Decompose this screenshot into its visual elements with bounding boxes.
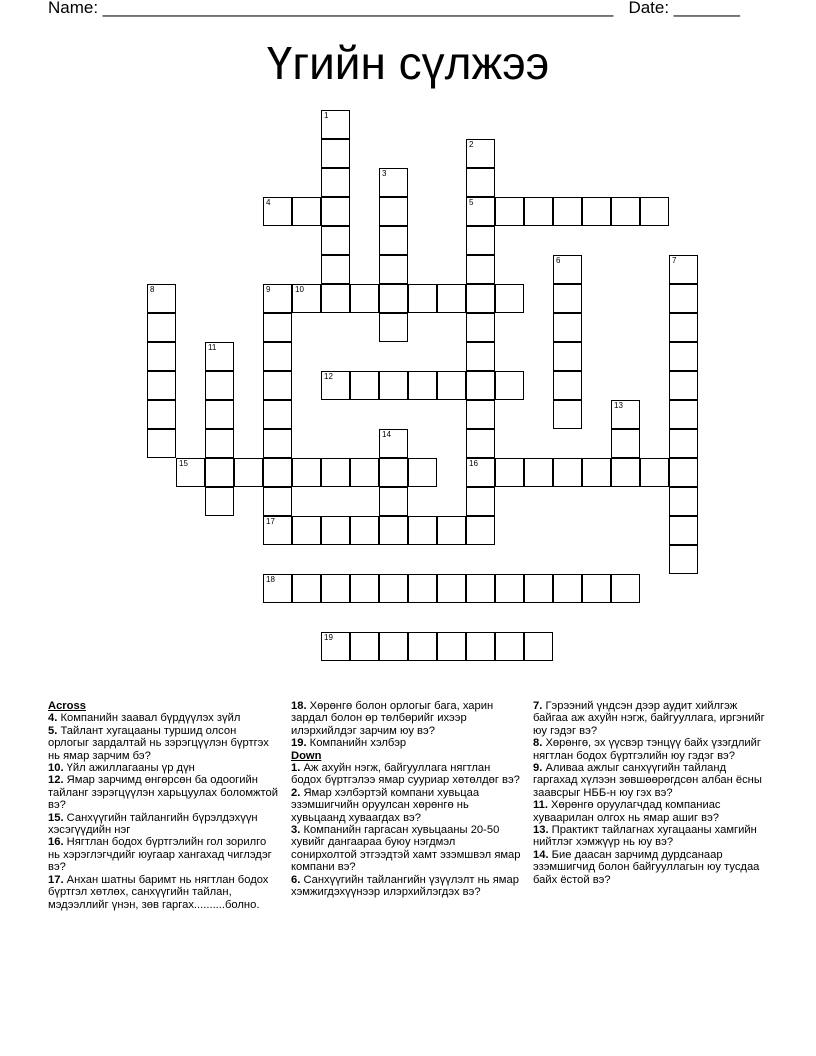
across-clues-list: [48, 712, 278, 911]
clue-number: 6: [556, 256, 561, 265]
clue-item: [291, 787, 523, 824]
clue-item-number: 8.: [533, 737, 546, 750]
grid-cell[interactable]: [553, 284, 582, 313]
across-heading: Across: [48, 700, 86, 712]
clues-column-3: [533, 700, 773, 886]
grid-cell[interactable]: [408, 371, 437, 400]
clue-number: 4: [266, 198, 271, 207]
grid-cell[interactable]: [553, 342, 582, 371]
clue-item-number: 6.: [291, 873, 304, 886]
grid-cell[interactable]: [437, 516, 466, 545]
clue-item: [533, 849, 773, 886]
grid-cell[interactable]: [553, 574, 582, 603]
grid-cell[interactable]: [466, 168, 495, 197]
grid-cell[interactable]: [466, 226, 495, 255]
grid-cell[interactable]: [263, 313, 292, 342]
clue-number: 13: [614, 401, 623, 410]
grid-cell[interactable]: [321, 284, 350, 313]
grid-cell[interactable]: [147, 342, 176, 371]
clues-column-2: [291, 700, 523, 899]
grid-cell[interactable]: [524, 458, 553, 487]
grid-cell[interactable]: [495, 458, 524, 487]
grid-cell[interactable]: [147, 371, 176, 400]
grid-cell[interactable]: [669, 400, 698, 429]
clue-item-number: 9.: [533, 762, 546, 775]
grid-cell[interactable]: [205, 487, 234, 516]
clue-item-number: 13.: [533, 824, 552, 837]
clue-item: [291, 874, 523, 899]
grid-cell[interactable]: [640, 458, 669, 487]
clue-item: [533, 762, 773, 799]
grid-cell[interactable]: [205, 458, 234, 487]
clue-item-text: Аж ахуйн нэгж, байгууллага нягтлан бодох бүртгэлээ ямар сууриар хөтөлдөг вэ?: [291, 762, 520, 787]
grid-cell[interactable]: [669, 458, 698, 487]
grid-cell[interactable]: [524, 197, 553, 226]
grid-cell[interactable]: [263, 284, 292, 313]
clue-number: 16: [469, 459, 478, 468]
grid-cell[interactable]: [321, 371, 350, 400]
grid-cell[interactable]: [669, 342, 698, 371]
grid-cell[interactable]: [321, 197, 350, 226]
grid-cell[interactable]: [321, 516, 350, 545]
grid-cell[interactable]: [205, 400, 234, 429]
grid-cell[interactable]: [553, 313, 582, 342]
grid-cell[interactable]: [408, 574, 437, 603]
grid-cell[interactable]: [147, 400, 176, 429]
clue-number: 2: [469, 140, 474, 149]
grid-cell[interactable]: [379, 226, 408, 255]
name-field[interactable]: Name: ______________________________________________________: [48, 0, 614, 17]
grid-cell[interactable]: [292, 197, 321, 226]
grid-cell[interactable]: [437, 284, 466, 313]
grid-cell[interactable]: [669, 313, 698, 342]
clue-item-number: 7.: [533, 700, 546, 712]
grid-cell[interactable]: [553, 255, 582, 284]
grid-cell[interactable]: [582, 197, 611, 226]
grid-cell[interactable]: [553, 197, 582, 226]
grid-cell[interactable]: [437, 632, 466, 661]
grid-cell[interactable]: [321, 226, 350, 255]
grid-cell[interactable]: [292, 516, 321, 545]
clue-item-text: Ямар зарчимд өнгөрсөн ба одоогийн тайланг зэрэгцүүлэн харьцуулах боломжтой вэ?: [48, 774, 278, 812]
clue-item-number: 5.: [48, 724, 61, 737]
grid-cell[interactable]: [263, 574, 292, 603]
clue-item: [291, 762, 523, 787]
clue-item-text: Практикт тайлагнах хугацааны хамгийн нийтлэг хэмжүүр нь юу вэ?: [533, 824, 757, 849]
clue-item-number: 12.: [48, 774, 67, 787]
grid-cell[interactable]: [495, 284, 524, 313]
grid-cell[interactable]: [611, 197, 640, 226]
clue-item-text: Компанийн гаргасан хувьцааны 20-50 хувийг дангаараа буюу нэгдмэл сонирхолтой этгээдтэй хамт эзэмшвэл ямар компани вэ?: [291, 824, 521, 874]
grid-cell[interactable]: [379, 429, 408, 458]
grid-cell[interactable]: [292, 458, 321, 487]
grid-cell[interactable]: [321, 458, 350, 487]
clue-number: 10: [295, 285, 304, 294]
clues-column-1: [48, 700, 278, 911]
date-field[interactable]: Date: _______: [628, 0, 740, 17]
clue-item-text: Хөрөнгө болон орлогыг бага, харин зардал болон өр төлбөрийг ихээр илэрхийлдэг зарчим юу вэ?: [291, 700, 494, 737]
grid-cell[interactable]: [147, 284, 176, 313]
down-clues-list-continued: [533, 700, 773, 886]
grid-cell[interactable]: [466, 400, 495, 429]
clue-item: [48, 836, 278, 873]
grid-cell[interactable]: [669, 487, 698, 516]
grid-cell[interactable]: [379, 371, 408, 400]
clue-item-text: Санхүүгийн тайлангийн бүрэлдэхүүн хэсэгүүдийн нэг: [48, 811, 258, 837]
clue-item: [48, 874, 278, 911]
grid-cell[interactable]: [321, 255, 350, 284]
clue-item-text: Ямар хэлбэртэй компани хувьцаа эзэмшигчийн оруулсан хөрөнгө нь хувьцаанд хуваагдах вэ?: [291, 786, 480, 824]
grid-cell[interactable]: [321, 574, 350, 603]
grid-cell[interactable]: [669, 255, 698, 284]
grid-cell[interactable]: [466, 458, 495, 487]
grid-cell[interactable]: [466, 429, 495, 458]
clue-item-text: Санхүүгийн тайлангийн үзүүлэлт нь ямар хэмжигдэхүүнээр илэрхийлэгдэх вэ?: [291, 873, 519, 899]
clue-item-number: 4.: [48, 712, 61, 725]
grid-cell[interactable]: [321, 110, 350, 139]
grid-cell[interactable]: [379, 487, 408, 516]
grid-cell[interactable]: [408, 632, 437, 661]
grid-cell[interactable]: [466, 197, 495, 226]
grid-cell[interactable]: [379, 458, 408, 487]
clue-item-number: 3.: [291, 824, 304, 837]
clue-item-number: 18.: [291, 700, 310, 712]
clue-item-number: 16.: [48, 836, 67, 849]
grid-cell[interactable]: [669, 371, 698, 400]
grid-cell[interactable]: [466, 632, 495, 661]
grid-cell[interactable]: [495, 197, 524, 226]
grid-cell[interactable]: [669, 516, 698, 545]
clue-number: 9: [266, 285, 271, 294]
clue-item: [48, 812, 278, 837]
clue-item: [48, 762, 278, 774]
clue-number: 12: [324, 372, 333, 381]
clue-number: 8: [150, 285, 155, 294]
grid-cell[interactable]: [466, 516, 495, 545]
clue-item: [533, 799, 773, 824]
clue-number: 19: [324, 633, 333, 642]
grid-cell[interactable]: [234, 458, 263, 487]
grid-cell[interactable]: [611, 400, 640, 429]
clue-item: [291, 824, 523, 874]
down-heading: Down: [291, 749, 322, 762]
clue-item-text: Нягтлан бодох бүртгэлийн гол зорилго нь хэрэглэгчдийг юугаар хангахад чиглэдэг вэ?: [48, 836, 272, 874]
grid-cell[interactable]: [582, 574, 611, 603]
grid-cell[interactable]: [263, 516, 292, 545]
grid-cell[interactable]: [408, 458, 437, 487]
grid-cell[interactable]: [350, 458, 379, 487]
grid-cell[interactable]: [553, 458, 582, 487]
grid-cell[interactable]: [263, 197, 292, 226]
clue-item-text: Компанийн заавал бүрдүүлэх зүйл: [60, 712, 241, 725]
grid-cell[interactable]: [379, 516, 408, 545]
clue-item-number: 14.: [533, 848, 552, 861]
clue-item: [291, 700, 523, 737]
grid-cell[interactable]: [582, 458, 611, 487]
grid-cell[interactable]: [147, 429, 176, 458]
clue-item-text: Бие даасан зарчимд дурдсанаар эзэмшигчид болон байгууллагын юу тусдаа байх ёстой вэ?: [533, 848, 760, 886]
grid-cell[interactable]: [495, 632, 524, 661]
grid-cell[interactable]: [466, 371, 495, 400]
clue-item: [48, 712, 278, 724]
clue-item-text: Хөрөнгө, эх үүсвэр тэнцүү байх үзэгдлийг нягтлан бодох бүртгэлийн юу гэдэг вэ?: [533, 737, 762, 762]
clue-item-text: Гэрээний үндсэн дээр аудит хийлгэж байгаа аж ахуйн нэгж, байгууллага, иргэнийг юу гэдэг вэ?: [533, 700, 765, 737]
grid-cell[interactable]: [611, 458, 640, 487]
clue-item: [291, 737, 523, 749]
grid-cell[interactable]: [379, 168, 408, 197]
grid-cell[interactable]: [321, 139, 350, 168]
grid-cell[interactable]: [611, 429, 640, 458]
grid-cell[interactable]: [466, 487, 495, 516]
clue-item-number: 2.: [291, 786, 304, 799]
clue-item-text: Хөрөнгө оруулагчдад компаниас хуваарилан олгох нь ямар ашиг вэ?: [533, 799, 721, 824]
grid-cell[interactable]: [553, 371, 582, 400]
grid-cell[interactable]: [263, 429, 292, 458]
clue-number: 3: [382, 169, 387, 178]
clue-number: 11: [208, 343, 217, 352]
grid-cell[interactable]: [669, 284, 698, 313]
grid-cell[interactable]: [205, 429, 234, 458]
grid-cell[interactable]: [408, 516, 437, 545]
page-title: Үгийн сүлжээ: [266, 37, 550, 89]
grid-cell[interactable]: [379, 574, 408, 603]
grid-cell[interactable]: [640, 197, 669, 226]
clue-item: [533, 737, 773, 762]
grid-cell[interactable]: [292, 574, 321, 603]
grid-cell[interactable]: [553, 400, 582, 429]
grid-cell[interactable]: [263, 342, 292, 371]
grid-cell[interactable]: [669, 429, 698, 458]
clue-item: [48, 725, 278, 762]
grid-cell[interactable]: [495, 574, 524, 603]
clue-number: 14: [382, 430, 391, 439]
clue-item: [533, 700, 773, 737]
clue-item-text: Анхан шатны баримт нь нягтлан бодох бүртгэл хөтлөх, санхүүгийн тайлан, мэдээллийг үнэн, зөв гаргах..........болно.: [48, 873, 269, 911]
grid-cell[interactable]: [524, 632, 553, 661]
clue-item-number: 1.: [291, 762, 304, 775]
clue-item-number: 10.: [48, 762, 67, 775]
grid-cell[interactable]: [379, 197, 408, 226]
clue-number: 17: [266, 517, 275, 526]
grid-cell[interactable]: [466, 342, 495, 371]
clue-item-number: 11.: [533, 799, 552, 812]
grid-cell[interactable]: [379, 284, 408, 313]
grid-cell[interactable]: [466, 255, 495, 284]
grid-cell[interactable]: [437, 371, 466, 400]
grid-cell[interactable]: [466, 284, 495, 313]
clue-item: [48, 774, 278, 811]
grid-cell[interactable]: [466, 139, 495, 168]
grid-cell[interactable]: [205, 342, 234, 371]
clue-item: [533, 824, 773, 849]
grid-cell[interactable]: [263, 487, 292, 516]
grid-cell[interactable]: [466, 313, 495, 342]
clue-number: 1: [324, 111, 329, 120]
clue-number: 15: [179, 459, 188, 468]
grid-cell[interactable]: [292, 284, 321, 313]
grid-cell[interactable]: [350, 371, 379, 400]
grid-cell[interactable]: [321, 168, 350, 197]
across-clues-list-continued: [291, 700, 523, 750]
grid-cell[interactable]: [669, 545, 698, 574]
clue-number: 18: [266, 575, 275, 584]
grid-cell[interactable]: [350, 284, 379, 313]
grid-cell[interactable]: [524, 574, 553, 603]
grid-cell[interactable]: [379, 255, 408, 284]
grid-cell[interactable]: [495, 371, 524, 400]
grid-cell[interactable]: [263, 458, 292, 487]
grid-cell[interactable]: [263, 371, 292, 400]
grid-cell[interactable]: [379, 632, 408, 661]
clue-item-number: 19.: [291, 737, 310, 750]
grid-cell[interactable]: [350, 632, 379, 661]
clue-item-text: Үйл ажиллагааны үр дүн: [66, 762, 195, 775]
clue-item-text: Тайлант хугацааны туршид олсон орлогыг зардалтай нь зэрэгцүүлэн бүртгэх нь ямар зарчим бэ?: [48, 724, 269, 762]
down-clues-list: [291, 762, 523, 898]
clue-item-text: Компанийн хэлбэр: [309, 737, 407, 750]
grid-cell[interactable]: [176, 458, 205, 487]
grid-cell[interactable]: [147, 313, 176, 342]
clue-item-text: Аливаа ажлыг санхүүгийн тайланд гаргахад хүлээн зөвшөөрөгдсөн албан ёсны заавсрыг НББ-н юу гэх вэ?: [533, 762, 762, 799]
clue-item-number: 15.: [48, 811, 67, 824]
clue-item-number: 17.: [48, 873, 67, 886]
grid-cell[interactable]: [437, 574, 466, 603]
grid-cell[interactable]: [350, 516, 379, 545]
grid-cell[interactable]: [379, 313, 408, 342]
clue-number: 5: [469, 198, 474, 207]
grid-cell[interactable]: [611, 574, 640, 603]
grid-cell[interactable]: [321, 632, 350, 661]
grid-cell[interactable]: [350, 574, 379, 603]
grid-cell[interactable]: [408, 284, 437, 313]
grid-cell[interactable]: [263, 400, 292, 429]
grid-cell[interactable]: [205, 371, 234, 400]
clue-number: 7: [672, 256, 677, 265]
grid-cell[interactable]: [466, 574, 495, 603]
